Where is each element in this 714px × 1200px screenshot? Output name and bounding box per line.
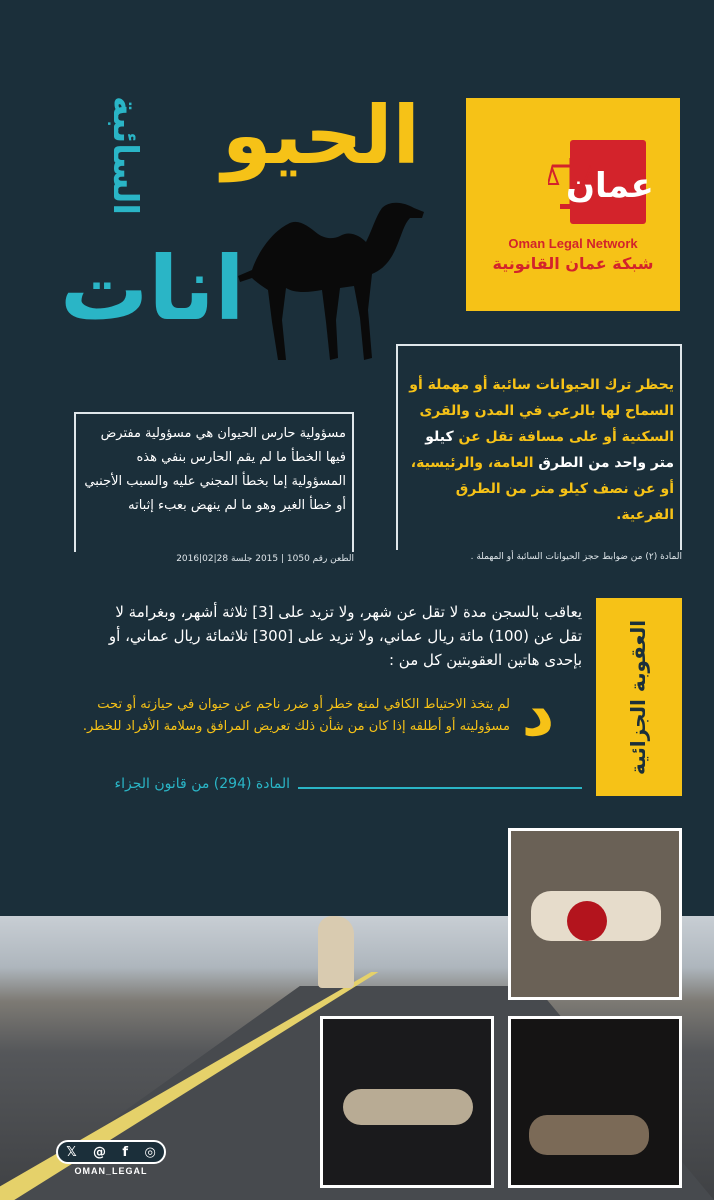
penalty-clause: لم يتخذ الاحتياط الكافي لمنع خطر أو ضرر ناجم عن حيوان في حيازته أو تحت مسؤوليته أو أطلقه إذا كان من شأن ذلك تعريض المرافق وسلامة الأفراد للخطر. xyxy=(82,697,510,734)
instagram-icon[interactable]: ◎ xyxy=(144,1144,156,1160)
facebook-icon[interactable]: f xyxy=(122,1144,129,1160)
social-icons xyxy=(56,1140,166,1164)
title-line-1: الحيو xyxy=(222,89,420,182)
social-bar xyxy=(56,1140,166,1180)
penalty-letter: د xyxy=(521,677,555,751)
liability-source: الطعن رقم 1050 | 2015 جلسة 28|02|2016 xyxy=(176,554,354,564)
penalty-divider xyxy=(298,787,582,789)
ban-text xyxy=(404,372,674,528)
logo-arabic-mark: عمان xyxy=(566,166,654,206)
liability-text: مسؤولية حارس الحيوان هي مسؤولية مفترض فيها الخطأ ما لم يقم الحارس بنفي هذه المسؤولية إما بخطأ المجني عليه والسبب الأجنبي أو خطأ الغير وهو ما لم ينهض بعبء إثباته xyxy=(84,426,346,513)
photo-night-camel-down xyxy=(508,1016,682,1188)
ban-text-highlight: كيلو متر واحد من الطرق xyxy=(425,429,674,471)
ban-source: المادة (٢) من ضوابط حجز الحيوانات السائبة أو المهملة . xyxy=(470,552,682,562)
logo-arabic-name: شبكة عمان القانونية xyxy=(492,254,654,273)
penalty-label: العقوبة الجزائية xyxy=(626,619,650,775)
social-handle[interactable]: OMAN_LEGAL xyxy=(74,1166,148,1176)
title-line-2: السائبة xyxy=(105,96,145,216)
threads-icon[interactable]: @ xyxy=(93,1144,107,1160)
ban-text-c: العامة، والرئيسية، أو عن نصف كيلو متر من الطرق الفرعية. xyxy=(410,455,674,523)
logo-english-name: Oman Legal Network xyxy=(508,236,638,251)
road-camel xyxy=(318,916,354,988)
penalty-intro: يعاقب بالسجن مدة لا تقل عن شهر، ولا تزيد على [3] ثلاثة أشهر، وبغرامة لا تقل عن (100) مائة ريال عماني، ولا تزيد على [300] ثلاثمائة ريال عماني، أو بإحدى هاتين العقوبتين كل من : xyxy=(108,603,582,669)
logo-box xyxy=(466,98,680,311)
photo-wound xyxy=(567,901,607,941)
photo-injured-camel xyxy=(508,828,682,1000)
title-line-3: انات xyxy=(60,237,245,340)
photo-fallen-camel xyxy=(529,1115,649,1155)
photo-night-camel xyxy=(343,1089,473,1125)
penalty-source: المادة (294) من قانون الجزاء xyxy=(114,776,290,792)
x-icon[interactable]: 𝕏 xyxy=(66,1144,77,1160)
camel-silhouette xyxy=(232,190,432,370)
photo-night-road xyxy=(320,1016,494,1188)
ban-text-a: يحظر ترك الحيوانات سائبة أو مهملة أو السماح لها بالرعي في المدن والقرى السكنية أو على مسافة تقل عن xyxy=(409,377,674,445)
